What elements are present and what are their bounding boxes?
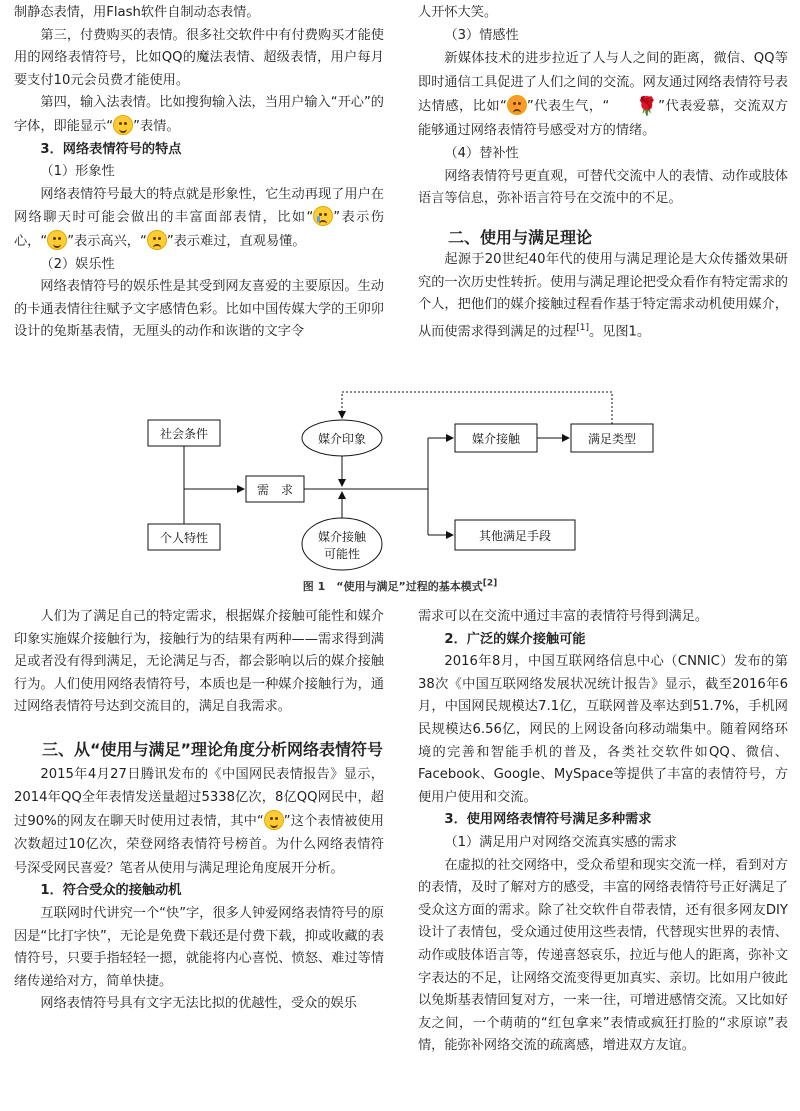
section-heading: 3．网络表情符号的特点 [40, 141, 182, 157]
paragraph: 网络表情符号更直观，可替代交流中人的表情、动作或肢体语言等信息，弥补语言符号在交流中的不足。 [418, 168, 788, 207]
ellipse-label: 媒介印象 [317, 432, 367, 446]
paragraph: 人们为了满足自己的特定需求，根据媒介接触可能性和媒介印象实施媒介接触行为，接触行为的结果有两种——需求得到满足或者没有得到满足，无论满足与否，都会影响以后的媒介接触行为。人们使用网络表情符号，本质也是一种媒介接触行为，通过网络表情符号达到交流目的，满足自我需求。 [14, 609, 384, 715]
left-top-column [14, 2, 384, 344]
box-label: 其他满足手段 [478, 529, 552, 543]
subheading: （2）娱乐性 [40, 256, 115, 272]
uses-gratifications-diagram [0, 388, 800, 598]
figure-caption: 图 1 “使用与满足”过程的基本模式[2] [302, 578, 498, 593]
crying-emoji-icon [313, 206, 333, 226]
section-heading: 1．符合受众的接触动机 [40, 883, 182, 899]
paragraph: 网络表情符号的娱乐性是其受到网友喜爱的主要原因。生动的卡通表情往往赋予文字感情色彩。比如中国传媒大学的王卯卯设计的兔斯基表情，无厘头的动作和诙谐的文字令 [14, 279, 384, 340]
box-label: 个人特性 [159, 531, 209, 545]
paragraph: 第三，付费购买的表情。很多社交软件中有付费购买才能使用的网络表情符号，比如QQ的魔法表情、超级表情，用户每月要支付10元会员费才能使用。 [14, 27, 384, 88]
paragraph: 新媒体技术的进步拉近了人与人之间的距离，微信、QQ等即时通信工具促进了人们之间的交流。网友通过网络表情符号表达情感，比如“ ”代表生气，“ 🌹”代表爱慕，交流双方能够通过网络表情符号感受对方的情绪。 [418, 51, 788, 139]
subheading: （4）替补性 [444, 146, 519, 162]
ellipse-label: 可能性 [323, 547, 361, 561]
paragraph: 互联网时代讲究一个“快”字，很多人钟爱网络表情符号的原因是“比打字快”，无论是免费下载还是付费下载，抑或收藏的表情符号，只要手指轻轻一摁，就能将内心喜悦、愤怒、难过等情绪传递给对方，简单快捷。 [14, 906, 384, 989]
box-label: 需 求 [256, 483, 294, 497]
grin-emoji-icon [264, 810, 284, 830]
subheading: （1）形象性 [40, 164, 115, 180]
section-title: 三、从“使用与满足”理论角度分析网络表情符号 [42, 739, 384, 759]
angry-emoji-icon [507, 95, 527, 115]
sad-emoji-icon [147, 230, 167, 250]
paragraph: 在虚拟的社交网络中，受众希望和现实交流一样，看到对方的表情，及时了解对方的感受，丰富的网络表情符号正好满足了受众这方面的需求。除了社交软件自带表情，还有很多网友DIY设计了表情包，受众通过使用这些表情，代替现实世界的表情、动作或肢体语言等，传递喜怒哀乐，拉近与他人的距离，弥补文字表达的不足，让网络交流变得更加真实、亲切。比如用户彼此以兔斯基表情回复对方，一来一往，可增进感情交流。又比如好友之间，一个萌萌的“红包拿来”表情或疯狂打脸的“求原谅”表情，能弥补网络交流的疏离感，增进双方友谊。 [418, 857, 788, 1054]
paragraph: 2016年8月，中国互联网络信息中心（CNNIC）发布的第38次《中国互联网络发展状况统计报告》显示，截至2016年6月，中国网民规模达7.1亿，互联网普及率达到51.7%，手机网民规模达6.56亿，网民的上网设备向移动端集中。随着网络环境的完善和智能手机的普及，各类社交软件如QQ、微信、Facebook、Google、MySpace等提供了丰富的表情符号，方便用户使用和交流。 [418, 654, 788, 805]
paragraph: 人开怀大笑。 [418, 5, 498, 20]
subheading: （3）情感性 [444, 27, 519, 43]
left-bottom-column [14, 606, 384, 1016]
box-label: 社会条件 [159, 427, 209, 441]
paragraph: 第四，输入法表情。比如搜狗输入法，当用户输入“开心”的字体，即能显示“ ”表情。 [14, 95, 384, 134]
ellipse-label: 媒介接触 [317, 530, 367, 544]
rose-icon: 🌹 [635, 96, 659, 118]
smile-emoji-icon [113, 115, 133, 135]
subheading: （1）满足用户对网络交流真实感的需求 [444, 834, 677, 850]
paragraph: 2015年4月27日腾讯发布的《中国网民表情报告》显示，2014年QQ全年表情发送量超过5338亿次，8亿QQ网民中，超过90%的网友在聊天时使用过表情，其中“ ”这个表情被使用次数超过10亿次，荣登网络表情符号榜首。为什么网络表情符号深受网民喜爱？笔者从使用与满足理论角度展开分析。 [14, 766, 384, 876]
section-title: 二、使用与满足理论 [448, 227, 593, 247]
paragraph: 网络表情符号最大的特点就是形象性，它生动再现了用户在网络聊天时可能会做出的丰富面部表情，比如“ ”表示伤心，“ ”表示高兴，“ ”表示难过，直观易懂。 [14, 186, 384, 249]
box-label: 媒介接触 [471, 432, 521, 446]
ellipse-contact-possibility [302, 518, 382, 570]
box-label: 满足类型 [587, 432, 637, 446]
section-heading: 3．使用网络表情符号满足多种需求 [444, 812, 652, 828]
section-heading: 2．广泛的媒介接触可能 [444, 631, 586, 647]
paragraph: 制静态表情，用Flash软件自制动态表情。 [14, 5, 260, 20]
right-top-column [418, 2, 788, 344]
happy-emoji-icon [47, 230, 67, 250]
paragraph: 需求可以在交流中通过丰富的表情符号得到满足。 [418, 609, 709, 624]
paragraph: 网络表情符号具有文字无法比拟的优越性，受众的娱乐 [40, 996, 357, 1012]
paragraph: 起源于20世纪40年代的使用与满足理论是大众传播效果研究的一次历史性转折。使用与满足理论把受众看作有特定需求的个人，把他们的媒介接触过程看作基于特定需求动机使用媒介，从而使需求得到满足的过程[1]。见图1。 [418, 251, 788, 340]
right-bottom-column [418, 606, 788, 1058]
